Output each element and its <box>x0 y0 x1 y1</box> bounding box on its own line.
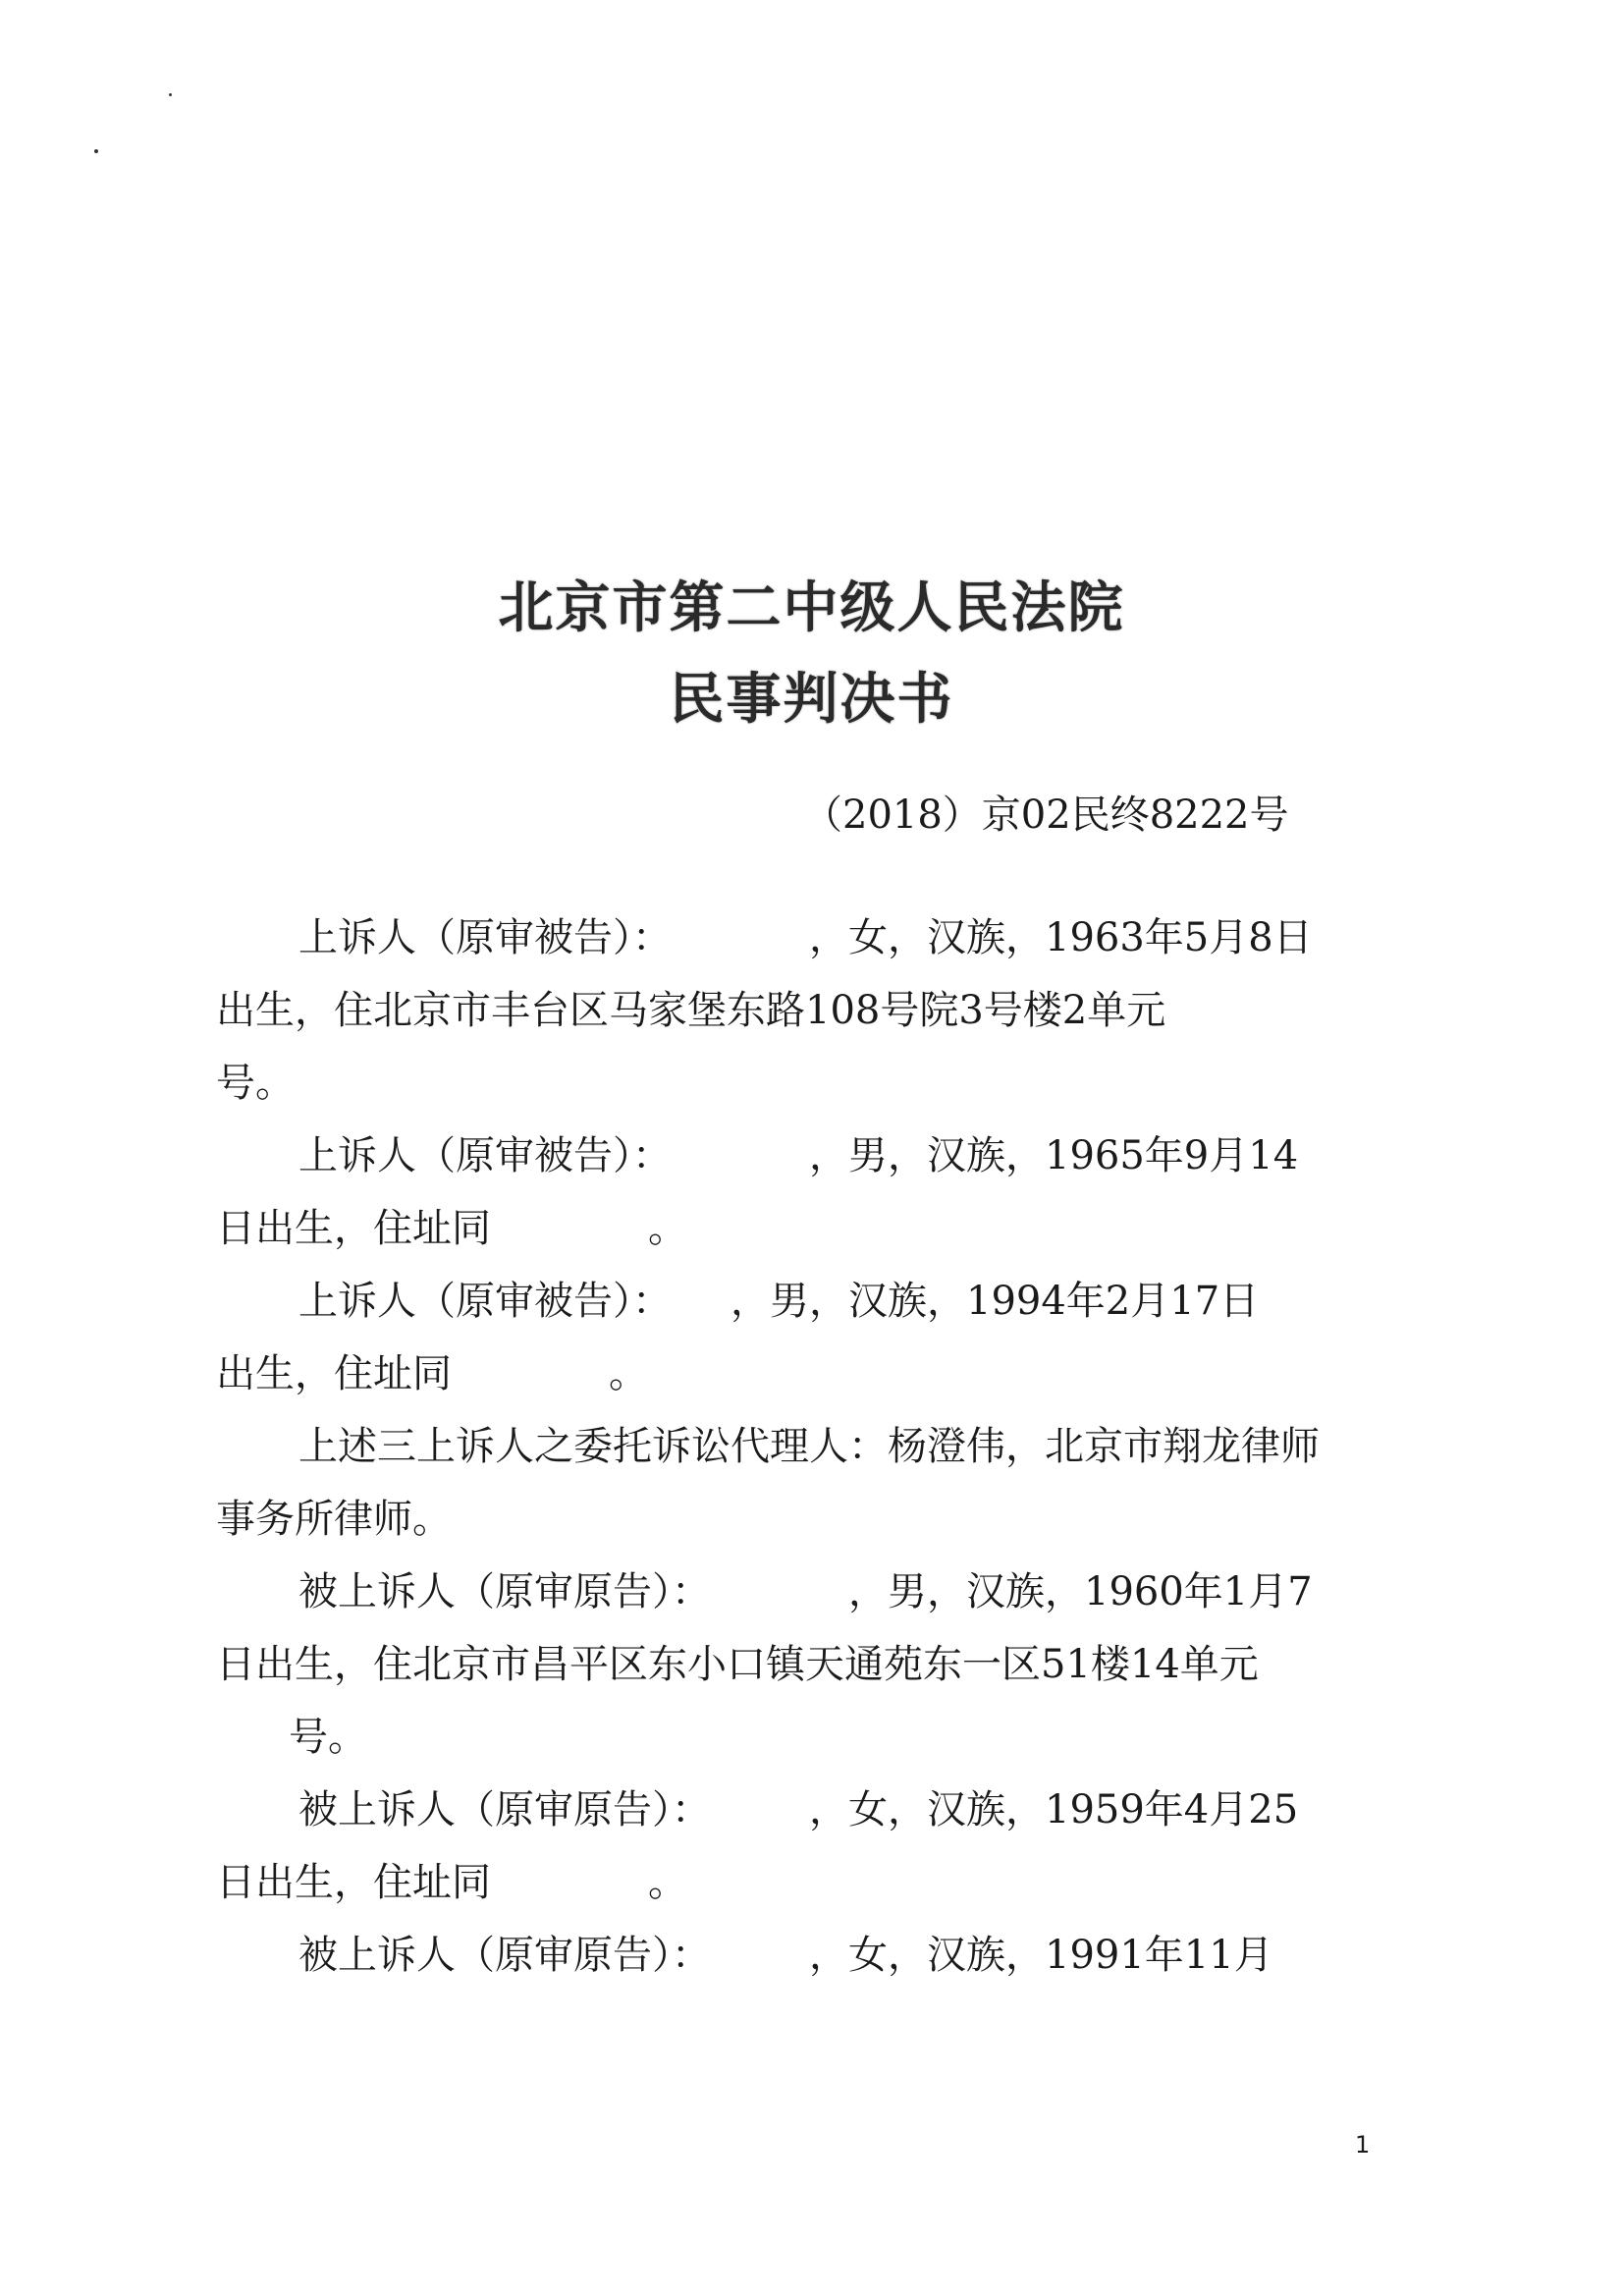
party-paragraph <box>216 1120 1375 1265</box>
party-paragraph <box>216 1556 1375 1774</box>
case-number: （2018）京02民终8222号 <box>803 793 1289 838</box>
text-line: 出生，住北京市丰台区马家堡东路108号院3号楼2单元 <box>216 988 1166 1033</box>
party-paragraph <box>216 1265 1375 1410</box>
party-paragraph <box>216 1919 1375 1992</box>
text-line: 事务所律师。 <box>216 1497 452 1542</box>
text-line: 上述三上诉人之委托诉讼代理人：杨澄伟，北京市翔龙律师 <box>298 1424 1320 1469</box>
party-paragraph <box>216 902 1375 1120</box>
agent-paragraph <box>216 1410 1375 1556</box>
party-paragraph <box>216 1774 1375 1919</box>
text-line: 被上诉人（原审原告）： ，女，汉族，1991年11月 <box>298 1933 1273 1978</box>
page-number: 1 <box>1355 2131 1371 2159</box>
text-line: 号。 <box>216 1061 295 1106</box>
document-type-title: 民事判决书 <box>669 668 954 732</box>
text-line: 上诉人（原审被告）： ，男，汉族，1965年9月14 <box>298 1133 1299 1178</box>
scan-speck <box>94 149 98 153</box>
text-line: 被上诉人（原审原告）： ，女，汉族，1959年4月25 <box>298 1787 1299 1832</box>
text-line: 日出生，住北京市昌平区东小口镇天通苑东一区51楼14单元 <box>216 1642 1259 1687</box>
text-line: 上诉人（原审被告）： ，女，汉族，1963年5月8日 <box>298 915 1313 960</box>
document-body <box>216 902 1375 1992</box>
text-line: 号。 <box>289 1715 367 1760</box>
text-line: 上诉人（原审被告）： ，男，汉族，1994年2月17日 <box>298 1279 1260 1324</box>
text-line: 出生，住址同 。 <box>216 1351 648 1396</box>
scan-speck <box>169 93 172 96</box>
court-name: 北京市第二中级人民法院 <box>498 576 1125 640</box>
text-line: 日出生，住址同 。 <box>216 1860 687 1905</box>
text-line: 被上诉人（原审原告）： ，男，汉族，1960年1月7 <box>298 1569 1313 1614</box>
text-line: 日出生，住址同 。 <box>216 1206 687 1251</box>
